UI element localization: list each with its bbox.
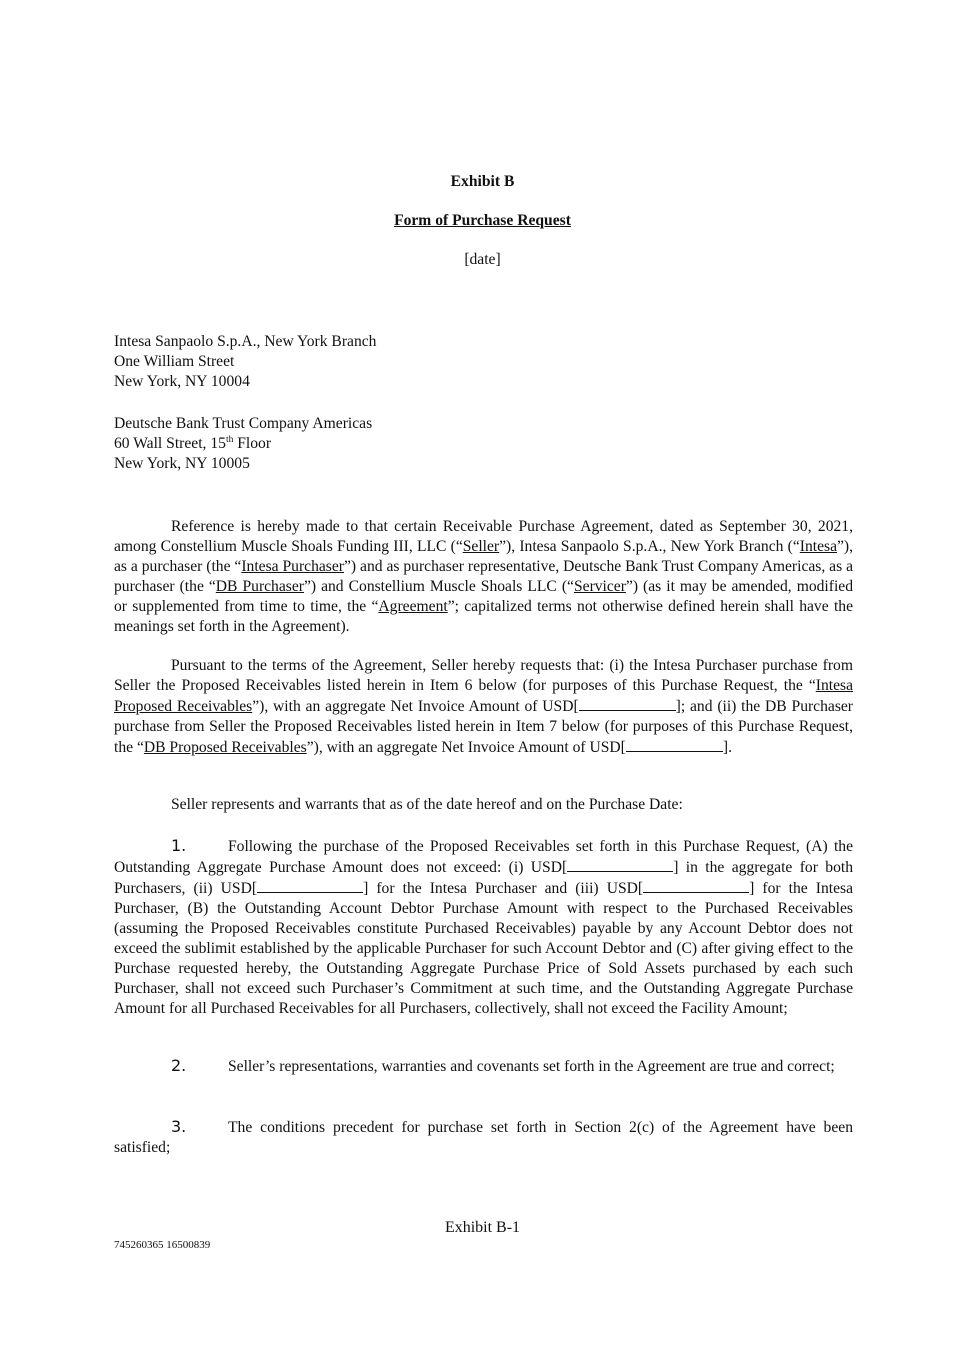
amount-blank[interactable] — [579, 696, 676, 711]
representations-intro: Seller represents and warrants that as of the date hereof and on the Purchase Date: — [171, 796, 683, 813]
defined-term: Intesa — [799, 538, 837, 555]
address-line: New York, NY 10004 — [114, 373, 250, 390]
document-id: 745260365 16500839 — [114, 1239, 211, 1251]
item-number: 1. — [171, 836, 187, 855]
defined-term: Intesa Purchaser — [241, 558, 344, 575]
address-text: 60 Wall Street, 15 — [114, 435, 226, 452]
exhibit-title: Exhibit B — [450, 173, 515, 190]
address-line: Intesa Sanpaolo S.p.A., New York Branch — [114, 333, 377, 350]
date-placeholder: [date] — [464, 251, 501, 268]
paragraph-text: ] in the aggregate for both Purchasers, (ii) USD[ — [114, 859, 853, 897]
paragraph-text: ”), with an aggregate Net Invoice Amount of USD[ — [306, 739, 626, 756]
paragraph-text: Pursuant to the terms of the Agreement, Seller hereby requests that: (i) the Intesa Purchaser purchase from Seller the Proposed Receivables listed herein in Item 6 below (for purposes of this Purchase Request, the “ — [114, 657, 853, 694]
defined-term: Intesa Proposed Receivables — [114, 677, 853, 715]
amount-blank[interactable] — [643, 878, 749, 893]
address-line — [114, 434, 614, 454]
paragraph-text: ”) and Constellium Muscle Shoals LLC (“ — [303, 578, 574, 595]
amount-blank[interactable] — [567, 857, 673, 872]
address-text: Floor — [233, 435, 272, 452]
address-line: New York, NY 10005 — [114, 455, 250, 472]
paragraph-text: The conditions precedent for purchase set forth in Section 2(c) of the Agreement have been satisfied; — [114, 1119, 853, 1156]
address-line: One William Street — [114, 353, 235, 370]
defined-term: DB Proposed Receivables — [143, 739, 307, 756]
paragraph-text: ”), with an aggregate Net Invoice Amount of USD[ — [252, 698, 579, 715]
defined-term: Agreement — [378, 598, 448, 615]
defined-term: DB Purchaser — [215, 578, 304, 595]
paragraph-text: ] for the Intesa Purchaser and (iii) USD[ — [363, 880, 644, 897]
address-line: Deutsche Bank Trust Company Americas — [114, 415, 373, 432]
paragraph-text: ”; capitalized terms not otherwise defined herein shall have the meanings set forth in the Agreement). — [114, 598, 853, 635]
amount-blank[interactable] — [257, 878, 363, 893]
defined-term: Servicer — [573, 578, 626, 595]
paragraph-text: Following the purchase of the Proposed Receivables set forth in this Purchase Request, (A) the Outstanding Aggregate Purchase Amount does not exceed: (i) USD[ — [114, 838, 853, 876]
paragraph-text: ”) (as it may be amended, modified or supplemented from time to time, the “ — [114, 578, 853, 615]
defined-term: Seller — [462, 538, 500, 555]
addressee-intesa — [114, 332, 614, 392]
paragraph-text: ]; and (ii) the DB Purchaser purchase from Seller the Proposed Receivables listed herein in Item 7 below (for purposes of this Purchase Request, the “ — [114, 698, 854, 756]
ordinal-suffix: th — [225, 434, 234, 445]
list-item — [114, 1117, 853, 1158]
page-footer-label: Exhibit B-1 — [444, 1219, 521, 1236]
paragraph-text: Reference is hereby made to that certain Receivable Purchase Agreement, dated as September 30, 2021, among Constellium Muscle Shoals Funding III, LLC (“ — [114, 518, 853, 555]
item-number: 2. — [171, 1056, 187, 1075]
paragraph-text: ] for the Intesa Purchaser, (B) the Outstanding Account Debtor Purchase Amount with respect to the Purchased Receivables (assuming the Proposed Receivables constitute Purchased Receivables) payable by any Account Debtor does not exceed the sublimit established by the applicable Purchaser for such Account Debtor and (C) after giving effect to the Purchase requested hereby, the Outstanding Aggregate Purchase Price of Sold Assets purchased by each such Purchaser, shall not exceed such Purchaser’s Commitment at such time, and the Outstanding Aggregate Purchase Amount for all Purchased Receivables for all Purchasers, collectively, shall not exceed the Facility Amount; — [114, 880, 854, 1017]
list-item — [114, 1056, 853, 1077]
form-title: Form of Purchase Request — [394, 212, 571, 229]
list-item — [114, 836, 853, 1019]
amount-blank[interactable] — [626, 737, 723, 752]
request-paragraph — [114, 656, 853, 758]
paragraph-text: ”), as a purchaser (the “ — [114, 538, 854, 575]
paragraph-text: ”), Intesa Sanpaolo S.p.A., New York Branch (“ — [499, 538, 800, 555]
addressee-deutsche-bank — [114, 414, 614, 474]
paragraph-text: Seller’s representations, warranties and covenants set forth in the Agreement are true and correct; — [228, 1058, 835, 1075]
reference-paragraph — [114, 517, 853, 637]
paragraph-text: ”) and as purchaser representative, Deutsche Bank Trust Company Americas, as a purchaser (the “ — [114, 558, 853, 595]
item-number: 3. — [171, 1117, 187, 1136]
paragraph-text: ]. — [722, 739, 732, 756]
